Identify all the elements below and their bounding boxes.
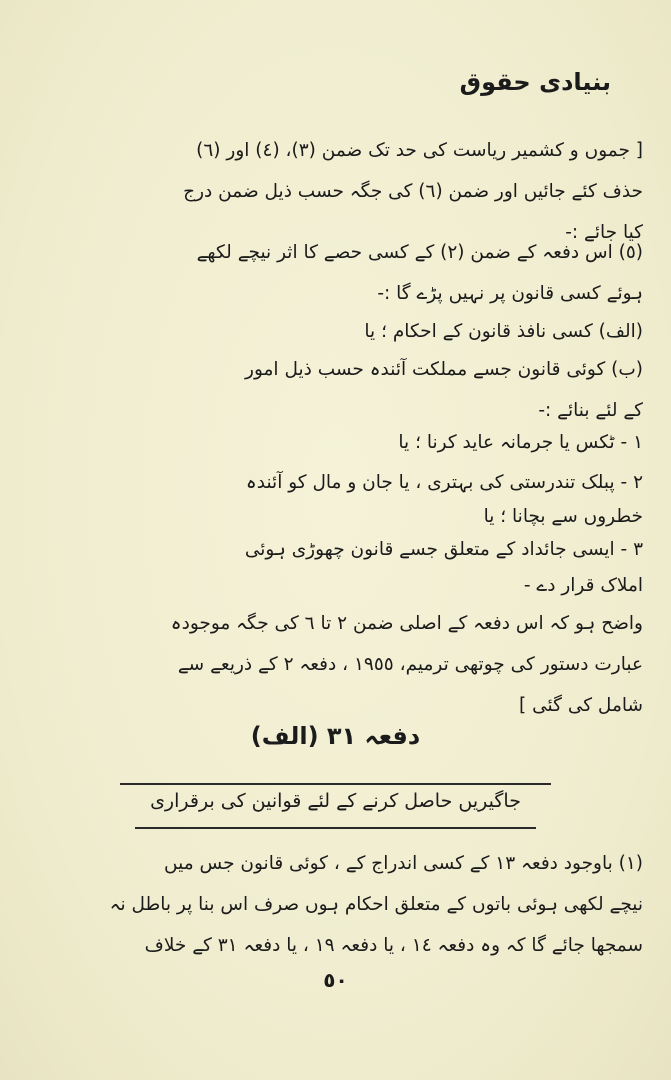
section-subtitle: [0, 790, 671, 812]
text-line: [ جموں و کشمیر ریاست کی حد تک ضمن (٣)، (٤) اور (٦): [196, 140, 643, 161]
text-line: (٥) اس دفعہ کے ضمن (٢) کے کسی حصے کا اثر نیچے لکھے: [196, 242, 643, 263]
text-line: (١) باوجود دفعہ ١٣ کے کسی اندراج کے ، کوئی قانون جس میں: [164, 853, 643, 874]
text-line: کے لئے بنائے :-: [538, 400, 643, 421]
list-item-2: [40, 466, 643, 534]
text-line: شامل کی گئی ]: [519, 695, 643, 716]
text-line: ٢ - پبلک تندرستی کی بہتری ، یا جان و مال کو آئندہ: [245, 472, 643, 493]
closing-note: [38, 603, 643, 726]
text-line: واضح ہو کہ اس دفعہ کے اصلی ضمن ٢ تا ٦ کی جگہ موجودہ: [170, 613, 643, 634]
list-item-3: [70, 532, 643, 604]
text-line: کیا جائے :-: [565, 222, 643, 243]
clause-5: [38, 232, 643, 314]
text-line: عبارت دستور کی چوتھی ترمیم، ١٩٥٥ ، دفعہ ٢ کے ذریعے سے: [177, 654, 643, 675]
divider: [135, 827, 536, 829]
divider: [120, 783, 551, 785]
text-line: حذف کئے جائیں اور ضمن (٦) کی جگہ حسب ذیل ضمن درج: [183, 181, 643, 202]
subtitle-text: جاگیریں حاصل کرنے کے لئے قوانین کی برقراری: [150, 790, 521, 812]
clause-1: [38, 843, 643, 966]
text-line: (الف) کسی نافذ قانون کے احکام ؛ یا: [364, 321, 643, 342]
text-line: (ب) کوئی قانون جسے مملکت آئندہ حسب ذیل امور: [245, 359, 643, 380]
text-line: سمجھا جائے گا کہ وہ دفعہ ١٤ ، یا دفعہ ١٩ ، یا دفعہ ٣١ کے خلاف: [144, 935, 643, 956]
page-number: ٥٠: [323, 968, 348, 992]
text-line: خطروں سے بچانا ؛ یا: [483, 506, 643, 527]
text-line: ٣ - ایسی جائداد کے متعلق جسے قانون چھوڑی ہوئی: [244, 539, 643, 560]
list-item-1: [160, 422, 643, 463]
text-line: ١ - ٹکس یا جرمانہ عاید کرنا ؛ یا: [398, 432, 643, 453]
running-header: بنیادی حقوق: [459, 68, 611, 96]
text-line: نیچے لکھی ہوئی باتوں کے متعلق احکام ہوں صرف اس بنا پر باطل نہ: [109, 894, 643, 915]
clause-b: [38, 349, 643, 431]
clause-a: [120, 311, 643, 352]
section-heading: دفعہ ٣١ (الف): [250, 722, 421, 750]
text-line: املاک قرار دے -: [523, 575, 643, 596]
text-line: ہوئے کسی قانون پر نہیں پڑے گا :-: [377, 283, 643, 304]
